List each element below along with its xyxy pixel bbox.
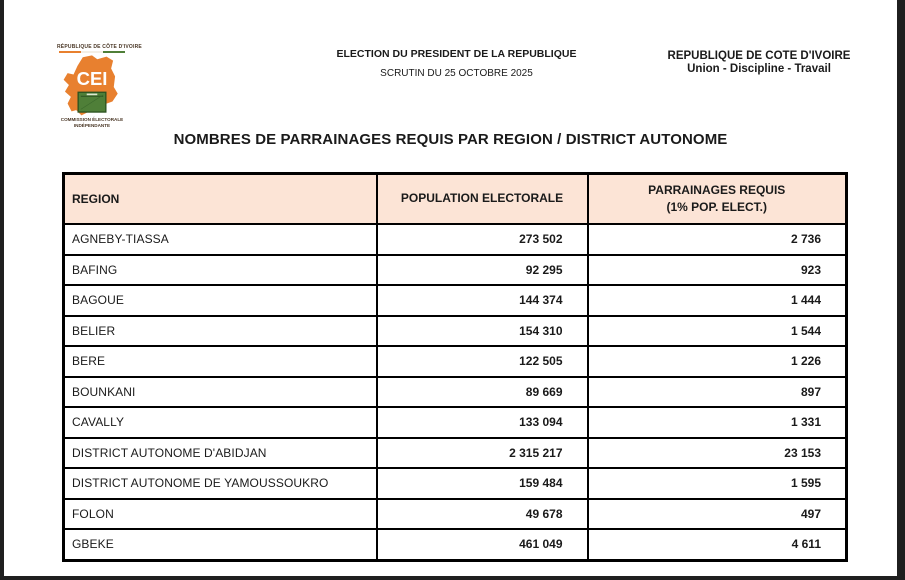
page-title: NOMBRES DE PARRAINAGES REQUIS PAR REGION / DISTRICT AUTONOME <box>173 131 728 148</box>
table-row: BAFING 92 295 923 <box>64 255 847 286</box>
table-row: BAGOUE 144 374 1 444 <box>64 285 847 316</box>
ballot-box-icon <box>78 92 106 112</box>
table-row: FOLON 49 678 497 <box>64 499 847 530</box>
cote-divoire-map-icon <box>59 54 125 116</box>
election-title: ELECTION DU PRESIDENT DE LA REPUBLIQUE <box>336 48 577 60</box>
column-header-region: REGION <box>64 174 377 225</box>
document-page <box>4 0 897 576</box>
column-header-parrainages: PARRAINAGES REQUIS (1% POP. ELECT.) <box>588 174 847 225</box>
table-row: BERE 122 505 1 226 <box>64 346 847 377</box>
table-row: BOUNKANI 89 669 897 <box>64 377 847 408</box>
cei-acronym: CEI <box>76 68 108 89</box>
table-row: BELIER 154 310 1 544 <box>64 316 847 347</box>
logo-org-name: COMMISSION ÉLECTORALE INDÉPENDANTE <box>60 117 124 128</box>
table-row: GBEKE 461 049 4 611 <box>64 529 847 560</box>
table-row: DISTRICT AUTONOME D'ABIDJAN 2 315 217 23 153 <box>64 438 847 469</box>
scrutin-date: SCRUTIN DU 25 OCTOBRE 2025 <box>380 68 533 79</box>
table-header-row <box>64 174 847 225</box>
table-row: CAVALLY 133 094 1 331 <box>64 407 847 438</box>
cei-logo <box>57 44 142 128</box>
table-row: DISTRICT AUTONOME DE YAMOUSSOUKRO 159 484 1 595 <box>64 468 847 499</box>
republic-name: REPUBLIQUE DE COTE D'IVOIRE <box>667 50 851 62</box>
header-right <box>629 50 889 75</box>
national-motto: Union - Discipline - Travail <box>687 63 831 75</box>
column-header-population: POPULATION ELECTORALE <box>377 174 588 225</box>
table-row: AGNEBY-TIASSA 273 502 2 736 <box>64 224 847 255</box>
tricolor-divider <box>59 51 125 53</box>
header-center <box>329 48 584 79</box>
parrainages-table <box>62 172 848 562</box>
logo-country-label: RÉPUBLIQUE DE CÔTE D'IVOIRE <box>57 44 142 50</box>
